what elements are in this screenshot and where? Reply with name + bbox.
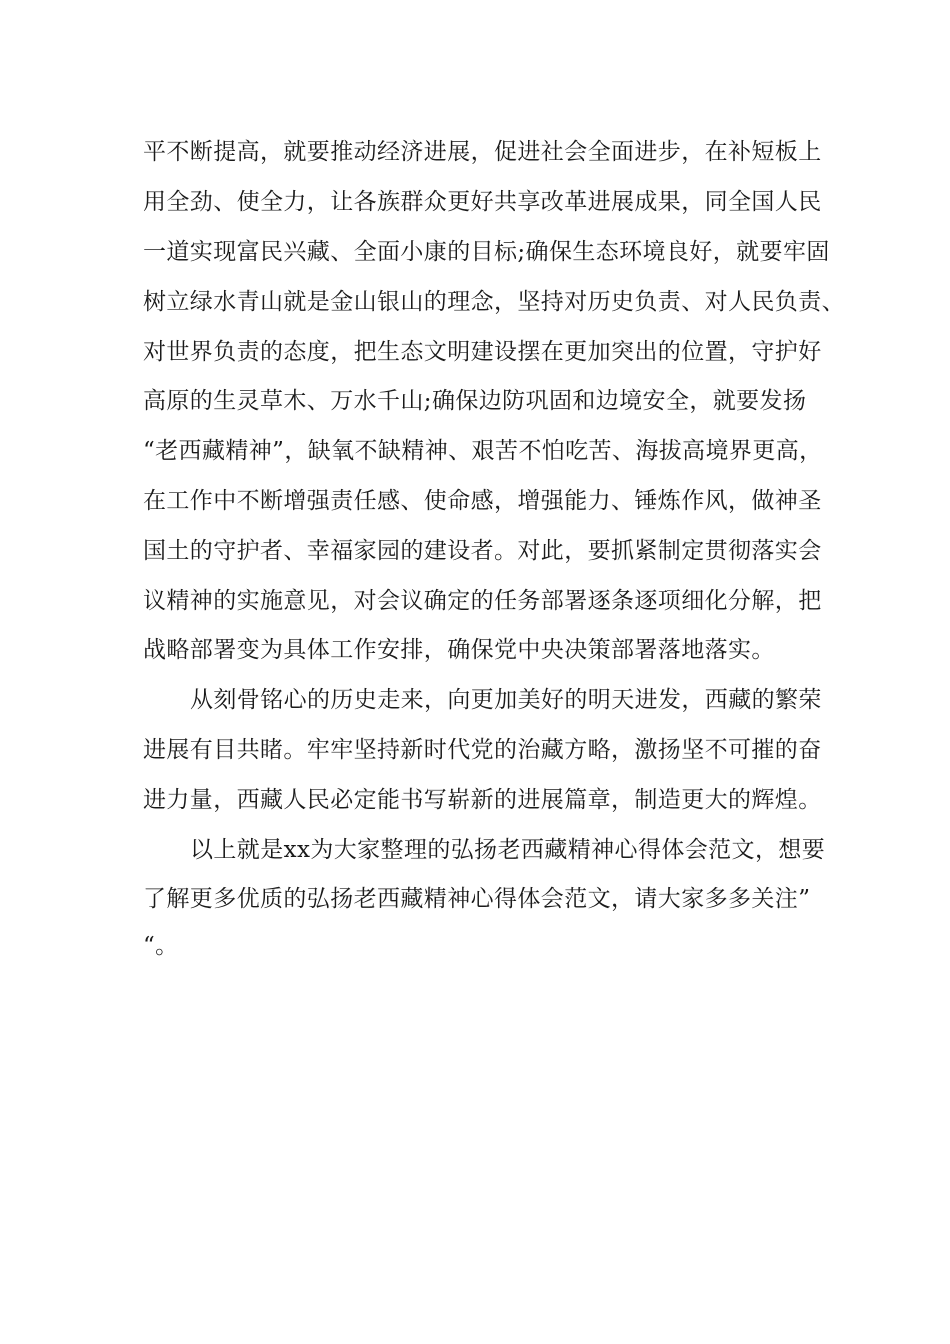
text-line: 对世界负责的态度，把生态文明建设摆在更加突出的位置，守护好: [143, 339, 822, 365]
text-line: 国土的守护者、幸福家园的建设者。对此，要抓紧制定贯彻落实会: [143, 538, 822, 564]
text-line: 平不断提高，就要推动经济进展，促进社会全面进步，在补短板上: [143, 139, 822, 165]
text-line: 进展有目共睹。牢牢坚持新时代党的治藏方略，激扬坚不可摧的奋: [143, 737, 822, 763]
paragraph-first-line: 从刻骨铭心的历史走来，向更加美好的明天进发，西藏的繁荣: [190, 687, 822, 713]
text-line: 用全劲、使全力，让各族群众更好共享改革进展成果，同全国人民: [143, 189, 822, 215]
text-line: “老西藏精神”，缺氧不缺精神、艰苦不怕吃苦、海拔高境界更高，: [143, 438, 823, 464]
text-line: 高原的生灵草木、万水千山;确保边防巩固和边境安全，就要发扬: [143, 388, 807, 414]
text-line: 议精神的实施意见，对会议确定的任务部署逐条逐项细化分解，把: [143, 588, 822, 614]
text-line: 进力量，西藏人民必定能书写崭新的进展篇章，制造更大的辉煌。: [143, 787, 822, 813]
paragraph-first-line: 以上就是xx为大家整理的弘扬老西藏精神心得体会范文，想要: [190, 837, 826, 863]
text-line: 在工作中不断增强责任感、使命感，增强能力、锤炼作风，做神圣: [143, 488, 822, 514]
text-line: 战略部署变为具体工作安排，确保党中央决策部署落地落实。: [143, 637, 775, 663]
text-line: 树立绿水青山就是金山银山的理念，坚持对历史负责、对人民负责、: [143, 289, 845, 315]
text-line: 了解更多优质的弘扬老西藏精神心得体会范文，请大家多多关注”: [143, 886, 811, 912]
text-line: 一道实现富民兴藏、全面小康的目标;确保生态环境良好，就要牢固: [143, 239, 830, 265]
text-line: “。: [143, 933, 179, 959]
